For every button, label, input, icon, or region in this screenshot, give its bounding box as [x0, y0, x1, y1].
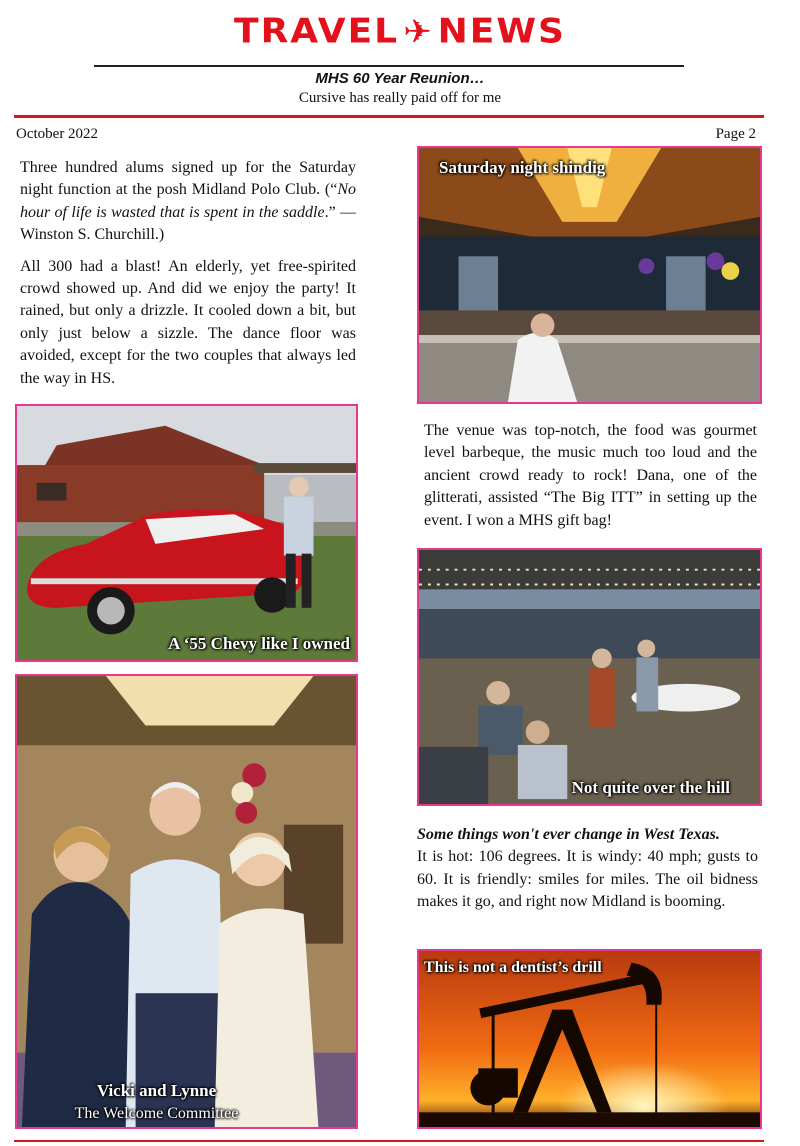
right-column-text-west-texas: [417, 824, 758, 923]
photo-welcome-committee: [15, 674, 358, 1129]
paragraph-polo-club: [20, 157, 356, 247]
paragraph-text: .” — Winston S. Churchill.): [20, 203, 357, 244]
travel-news-logo: [234, 9, 566, 55]
photo-over-the-hill: [417, 548, 762, 806]
shindig-photo-image: [419, 148, 760, 402]
issue-date: October 2022: [16, 126, 99, 142]
oil-pump-photo-image: [419, 951, 760, 1127]
article-subhead: Cursive has really paid off for me: [298, 90, 502, 106]
photo-chevy: [15, 404, 358, 662]
west-texas-lead: Some things won't ever change in West Texas.: [417, 826, 720, 843]
caption-welcome-role: The Welcome Committee: [74, 1105, 239, 1122]
caption-drill: This is not a dentist’s drill: [424, 959, 602, 976]
photo-oil-pump: [417, 949, 762, 1129]
paragraph-west-texas: [417, 824, 758, 914]
paragraph-blast: All 300 had a blast! An elderly, yet free-spirited crowd showed up. And did we enjoy the party! It rained, but only a drizzle. It cooled down a bit, but only just below a sizzle. The dance floor was avoided, except for the two couples that always led the way in HS.: [20, 257, 356, 387]
west-texas-body: It is hot: 106 degrees. It is windy: 40 mph; gusts to 60. It is friendly: smiles for miles. The oil bidness makes it go, and right now Midland is booming.: [417, 848, 758, 911]
airplane-icon: ✈: [403, 13, 434, 52]
article-headline: MHS 60 Year Reunion…: [315, 70, 485, 87]
right-column-text-venue: [424, 420, 757, 541]
paragraph-venue: The venue was top-notch, the food was gourmet level barbeque, the music much too loud and the ancient crowd ready to rock! Dana, one of the glitterati, assisted “The Big ITT” in setting up the event. I won a MHS gift bag!: [424, 422, 757, 529]
masthead: [0, 8, 800, 56]
welcome-photo-image: [17, 676, 356, 1127]
chevy-photo-image: [17, 406, 356, 660]
logo-word-travel: TRAVEL: [234, 12, 400, 51]
over-the-hill-photo-image: [419, 550, 760, 804]
footer-red-rule: [14, 1140, 764, 1142]
caption-over-the-hill: Not quite over the hill: [571, 778, 730, 797]
header-red-rule: [14, 115, 764, 118]
header-divider: [94, 65, 684, 67]
caption-shindig: Saturday night shindig: [439, 158, 606, 177]
caption-welcome-names: Vicki and Lynne: [96, 1081, 217, 1100]
churchill-quote: No hour of life is wasted that is spent in the saddle: [20, 181, 356, 221]
left-column-text: [20, 157, 356, 399]
caption-chevy: A ‘55 Chevy like I owned: [168, 634, 350, 653]
logo-word-news: NEWS: [437, 12, 566, 51]
paragraph-text: Three hundred alums signed up for the Saturday night function at the posh Midland Polo Club. (“: [20, 159, 356, 199]
photo-shindig: [417, 146, 762, 404]
page-number: Page 2: [715, 126, 756, 142]
